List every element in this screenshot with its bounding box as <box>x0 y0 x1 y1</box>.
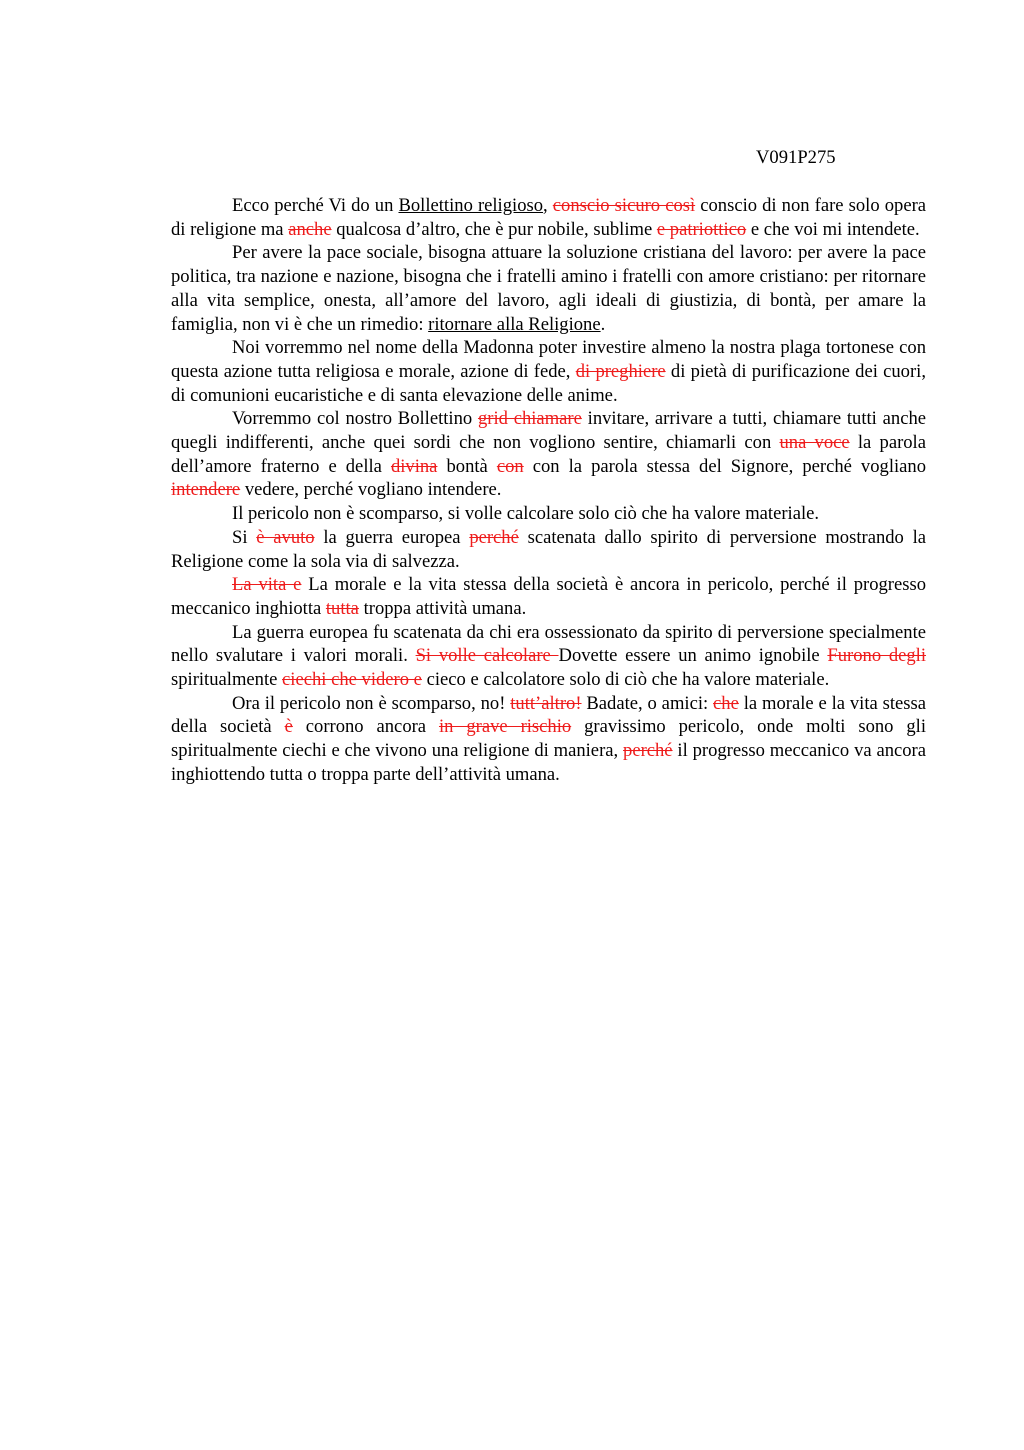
paragraph <box>171 621 926 692</box>
text-run: troppa attività umana. <box>358 597 527 619</box>
deleted-text: perché <box>469 526 519 548</box>
paragraph <box>171 194 926 241</box>
deleted-text: è avuto <box>256 526 315 548</box>
text-run: di pietà di purificazione dei cuori, di comunioni eucaristiche e di santa elevazione delle anime. <box>171 360 926 406</box>
deleted-text: una voce <box>779 432 850 454</box>
text-run: e che voi mi intendete. <box>746 218 920 240</box>
text-run: cieco e calcolatore solo di ciò che ha valore materiale. <box>421 669 830 691</box>
paragraph <box>171 573 926 620</box>
document-body <box>171 194 926 787</box>
text-run: La guerra europea fu scatenata da chi era ossessionato da spirito di perversione specialmente nello svalutare i valori morali. <box>171 621 926 667</box>
text-run: invitare, arrivare a tutti, chiamare tutti anche quegli indifferenti, anche quei sordi che non vogliono sentire, chiamarli con <box>171 408 927 454</box>
text-run: , <box>543 195 553 216</box>
deleted-text: Si volle calcolare <box>415 645 559 667</box>
text-run: Si <box>232 526 257 548</box>
deleted-text: perché <box>623 740 673 762</box>
deleted-text: di preghiere <box>575 360 666 382</box>
deleted-text: con <box>496 455 524 477</box>
deleted-text: conscio sicuro così <box>552 195 696 216</box>
deleted-text: divina <box>390 455 438 477</box>
text-run: qualcosa d’altro, che è pur nobile, sublime <box>331 218 657 240</box>
text-run: Vorremmo col nostro Bollettino <box>232 408 478 430</box>
paragraph <box>171 526 926 573</box>
text-run: La morale e la vita stessa della società è ancora in pericolo, perché il progresso meccanico inghiotta <box>171 574 926 619</box>
text-run: Ecco perché Vi do un <box>232 195 399 216</box>
deleted-text: è <box>284 716 293 738</box>
paragraph <box>171 407 926 502</box>
text-run: Badate, o amici: <box>581 692 714 714</box>
paragraph <box>171 336 926 407</box>
deleted-text: tutta <box>325 597 359 619</box>
text-run: conscio di non fare solo opera di religione ma <box>171 195 927 240</box>
text-run: corrono ancora <box>292 716 439 738</box>
deleted-text: che <box>713 692 739 714</box>
deleted-text: anche <box>288 218 332 240</box>
underlined-text: ritornare alla Religione <box>428 313 601 335</box>
deleted-text: tutt’altro! <box>510 692 582 714</box>
text-run: vedere, perché vogliano intendere. <box>240 479 502 501</box>
page-identifier: V091P275 <box>756 147 836 168</box>
paragraph <box>171 692 926 787</box>
text-run: Noi vorremmo nel nome della Madonna poter investire almeno la nostra plaga tortonese con questa azione tutta religiosa e morale, azione di fede, <box>171 337 926 382</box>
paragraph <box>171 241 926 336</box>
text-run: Il pericolo non è scomparso, si volle calcolare solo ciò che ha valore materiale. <box>232 503 820 525</box>
text-run: la guerra europea <box>314 526 470 548</box>
text-run: Per avere la pace sociale, bisogna attuare la soluzione cristiana del lavoro: per avere la pace politica, tra nazione e nazione, bisogna che i fratelli amino i fratelli con amore cristiano: per ritornare alla vita semplice, onesta, all’amore del lavoro, agli ideali di giustizia, di bontà, per amare la famiglia, non vi è che un rimedio: <box>171 242 926 335</box>
deleted-text: La vita e <box>232 574 302 596</box>
text-run: Ora il pericolo non è scomparso, no! <box>232 692 511 714</box>
deleted-text: ciechi che videro e <box>282 669 422 691</box>
deleted-text: e patriottico <box>656 218 747 240</box>
text-run: gravissimo pericolo, onde molti sono gli spiritualmente ciechi e che vivono una religione di maniera, <box>171 716 926 762</box>
text-run: scatenata dallo spirito di perversione mostrando la Religione come la sola via di salvezza. <box>171 526 927 572</box>
text-run: la parola dell’amore fraterno e della <box>171 432 926 477</box>
paragraph <box>171 502 926 526</box>
text-run: con la parola stessa del Signore, perché vogliano <box>523 455 926 477</box>
underlined-text: Bollettino religioso <box>398 195 544 216</box>
text-run: il progresso meccanico va ancora inghiottendo tutta o troppa parte dell’attività umana. <box>171 740 927 785</box>
text-run: la morale e la vita stessa della società <box>171 692 926 738</box>
deleted-text: Furono degli <box>827 645 927 667</box>
deleted-text: grid chiamare <box>477 408 582 430</box>
text-run: spiritualmente <box>171 669 283 691</box>
deleted-text: in grave rischio <box>438 716 572 738</box>
text-run: . <box>600 313 606 335</box>
text-run: bontà <box>437 455 497 477</box>
text-run: Dovette essere un animo ignobile <box>558 645 828 667</box>
deleted-text: intendere <box>171 479 241 501</box>
